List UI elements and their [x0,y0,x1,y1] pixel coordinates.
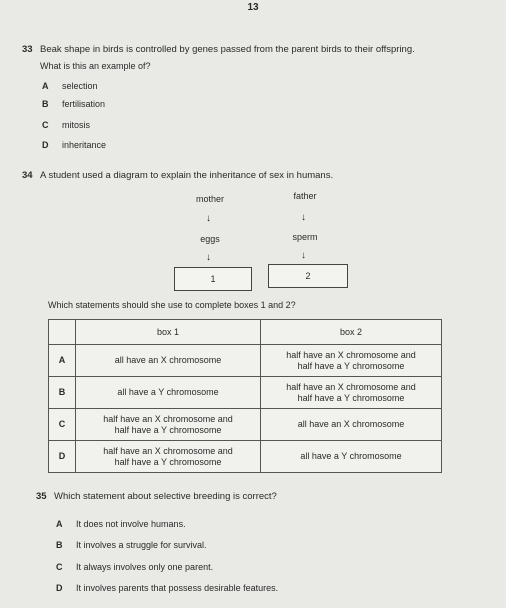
option-c[interactable]: C It always involves only one parent. [56,562,214,572]
option-c[interactable]: C mitosis [42,120,91,130]
answer-table [48,319,442,473]
table-row-b[interactable] [49,377,442,409]
option-b[interactable]: B It involves a struggle for survival. [56,540,207,550]
table-row-d[interactable] [49,441,442,473]
row-letter: C [49,409,76,441]
row-letter: B [49,377,76,409]
cell-box-2: all have a Y chromosome [261,441,442,473]
option-a[interactable]: A It does not involve humans. [56,519,186,529]
diagram-box-2: 2 [268,264,348,288]
option-d[interactable]: D inheritance [42,140,107,150]
option-a[interactable]: A selection [42,81,98,91]
diagram-box-1: 1 [174,267,252,291]
row-letter: D [49,441,76,473]
table-header-box-1: box 1 [76,320,261,345]
down-arrow-icon: ↓ [301,212,306,223]
eggs-label: eggs [200,234,220,244]
option-b[interactable]: B fertilisation [42,99,106,109]
table-header-box-2: box 2 [261,320,442,345]
father-label: father [293,191,317,201]
question-prompt: What is this an example of? [40,61,151,71]
question-35 [36,491,486,505]
table-header-row [49,320,442,345]
cell-box-2: half have an X chromosome and half have a Y chromosome [261,377,442,409]
question-33 [22,44,492,58]
sperm-label: sperm [292,232,318,242]
question-34 [22,170,492,184]
cell-box-1: half have an X chromosome and half have a Y chromosome [76,409,261,441]
cell-box-2: half have an X chromosome and half have a Y chromosome [261,345,442,377]
option-d[interactable]: D It involves parents that possess desirable features. [56,583,279,593]
page-number: 13 [247,2,259,13]
down-arrow-icon: ↓ [206,252,211,263]
table-row-a[interactable] [49,345,442,377]
question-text: A student used a diagram to explain the inheritance of sex in humans. [40,170,334,181]
cell-box-1: all have an X chromosome [76,345,261,377]
cell-box-1: all have a Y chromosome [76,377,261,409]
down-arrow-icon: ↓ [206,213,211,224]
table-row-c[interactable] [49,409,442,441]
cell-box-2: all have an X chromosome [261,409,442,441]
down-arrow-icon: ↓ [301,250,306,261]
row-letter: A [49,345,76,377]
question-text: Beak shape in birds is controlled by genes passed from the parent birds to their offspring. [40,44,415,55]
question-number: 34 [22,170,33,181]
question-text: Which statement about selective breeding is correct? [54,491,277,502]
table-header-blank [49,320,76,345]
mother-label: mother [195,194,224,204]
question-number: 33 [22,44,33,55]
question-prompt: Which statements should she use to complete boxes 1 and 2? [48,300,296,310]
question-number: 35 [36,491,47,502]
cell-box-1: half have an X chromosome and half have a Y chromosome [76,441,261,473]
